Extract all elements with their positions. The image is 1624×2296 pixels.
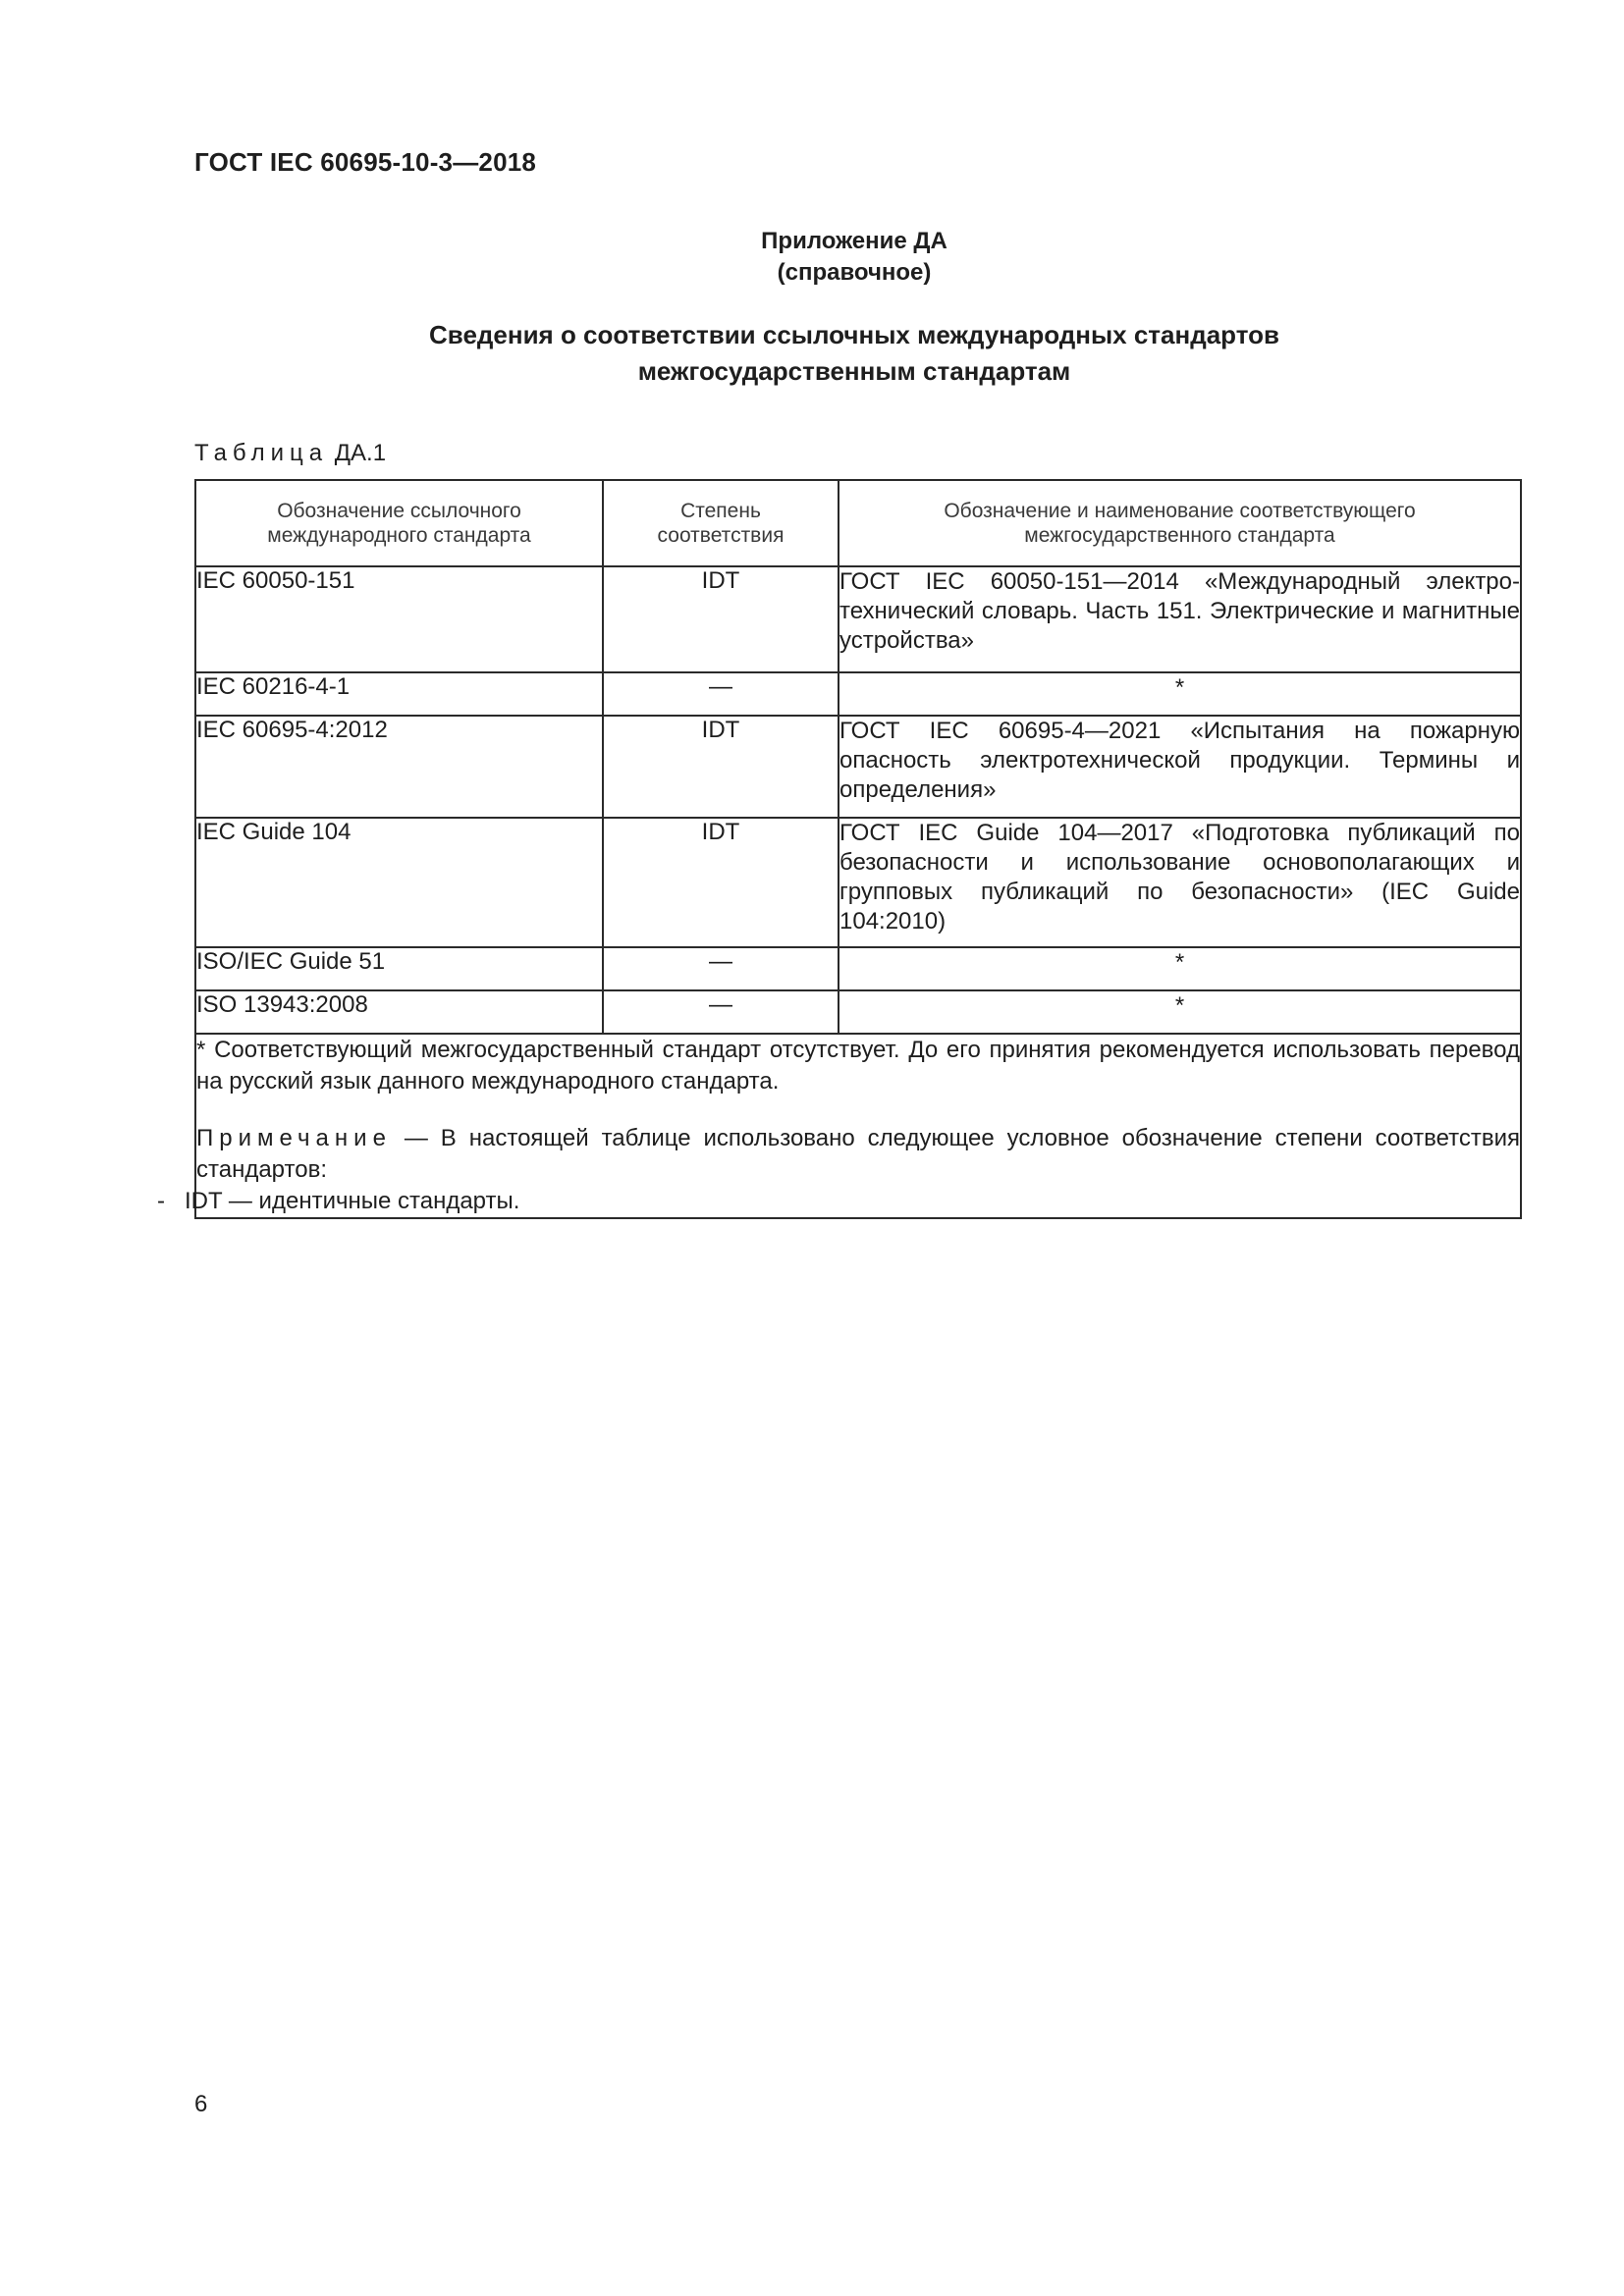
table-caption [194, 440, 386, 467]
cell-degree: IDT [603, 818, 839, 947]
header-degree: Степень соответствия [603, 480, 839, 566]
cell-degree: IDT [603, 566, 839, 672]
table-caption-word: Таблица [194, 440, 329, 466]
cell-national [839, 990, 1521, 1034]
table-caption-number: ДА.1 [334, 440, 387, 466]
absent-standard-mark: * [1174, 992, 1185, 1019]
cell-national [839, 947, 1521, 990]
appendix-heading [0, 226, 1624, 289]
cell-ref: IEC 60216-4-1 [195, 672, 603, 716]
cell-national [839, 672, 1521, 716]
table-row [195, 716, 1521, 818]
cell-degree: — [603, 672, 839, 716]
table-notes-row [195, 1034, 1521, 1218]
table-row [195, 990, 1521, 1034]
absent-standard-mark: * [1174, 949, 1185, 976]
cell-national: ГОСТ IEC 60695-4—2021 «Испытания на пожарную опасность электротехнической продукции. Термины и определения» [839, 716, 1521, 818]
correspondence-table [157, 479, 1522, 1219]
header-reference-standard: Обозначение ссылочного международного стандарта [195, 480, 603, 566]
table-row [195, 947, 1521, 990]
table-notes [157, 1034, 1521, 1218]
table-row [195, 818, 1521, 947]
section-title-line-2: межгосударственным стандартам [637, 356, 1071, 386]
cell-national: ГОСТ IEC Guide 104—2017 «Подготовка публикаций по безопасности и использование основополагающих и групповых публикаций по безопасности» (IEC Guide 104:2010) [839, 818, 1521, 947]
cell-ref: ISO/IEC Guide 51 [195, 947, 603, 990]
cell-degree: IDT [603, 716, 839, 818]
cell-degree: — [603, 947, 839, 990]
note-label: Примечание [196, 1125, 392, 1151]
cell-ref: ISO 13943:2008 [195, 990, 603, 1034]
table-header-row [195, 480, 1521, 566]
cell-national: ГОСТ IEC 60050-151—2014 «Международный электротехнический словарь. Часть 151. Электрические и магнитные устройства» [839, 566, 1521, 672]
document-designation: ГОСТ IEC 60695-10-3—2018 [194, 147, 537, 177]
cell-ref: IEC Guide 104 [195, 818, 603, 947]
appendix-title: Приложение ДА [761, 228, 947, 254]
section-title-line-1: Сведения о соответствии ссылочных международных стандартов [429, 320, 1279, 349]
header-national-standard: Обозначение и наименование соответствующего межгосударственного стандарта [839, 480, 1521, 566]
note-list-item: - IDT — идентичные стандарты. [157, 1188, 520, 1214]
table-row [195, 566, 1521, 672]
section-heading [0, 317, 1624, 390]
appendix-subtitle: (справочное) [777, 259, 932, 286]
table-note [196, 1123, 1520, 1186]
note-text: — В настоящей таблице использовано следующее условное обозначение степени соответствия стандартов: [196, 1125, 1520, 1183]
table-footnote: * Соответствующий межгосударственный стандарт отсутствует. До его принятия рекомендуется использовать перевод на русский язык данного международного стандарта. [196, 1037, 1520, 1095]
table-row [195, 672, 1521, 716]
cell-ref: IEC 60695-4:2012 [195, 716, 603, 818]
cell-degree: — [603, 990, 839, 1034]
cell-ref: IEC 60050-151 [195, 566, 603, 672]
absent-standard-mark: * [1174, 674, 1185, 701]
page-number: 6 [194, 2091, 208, 2117]
